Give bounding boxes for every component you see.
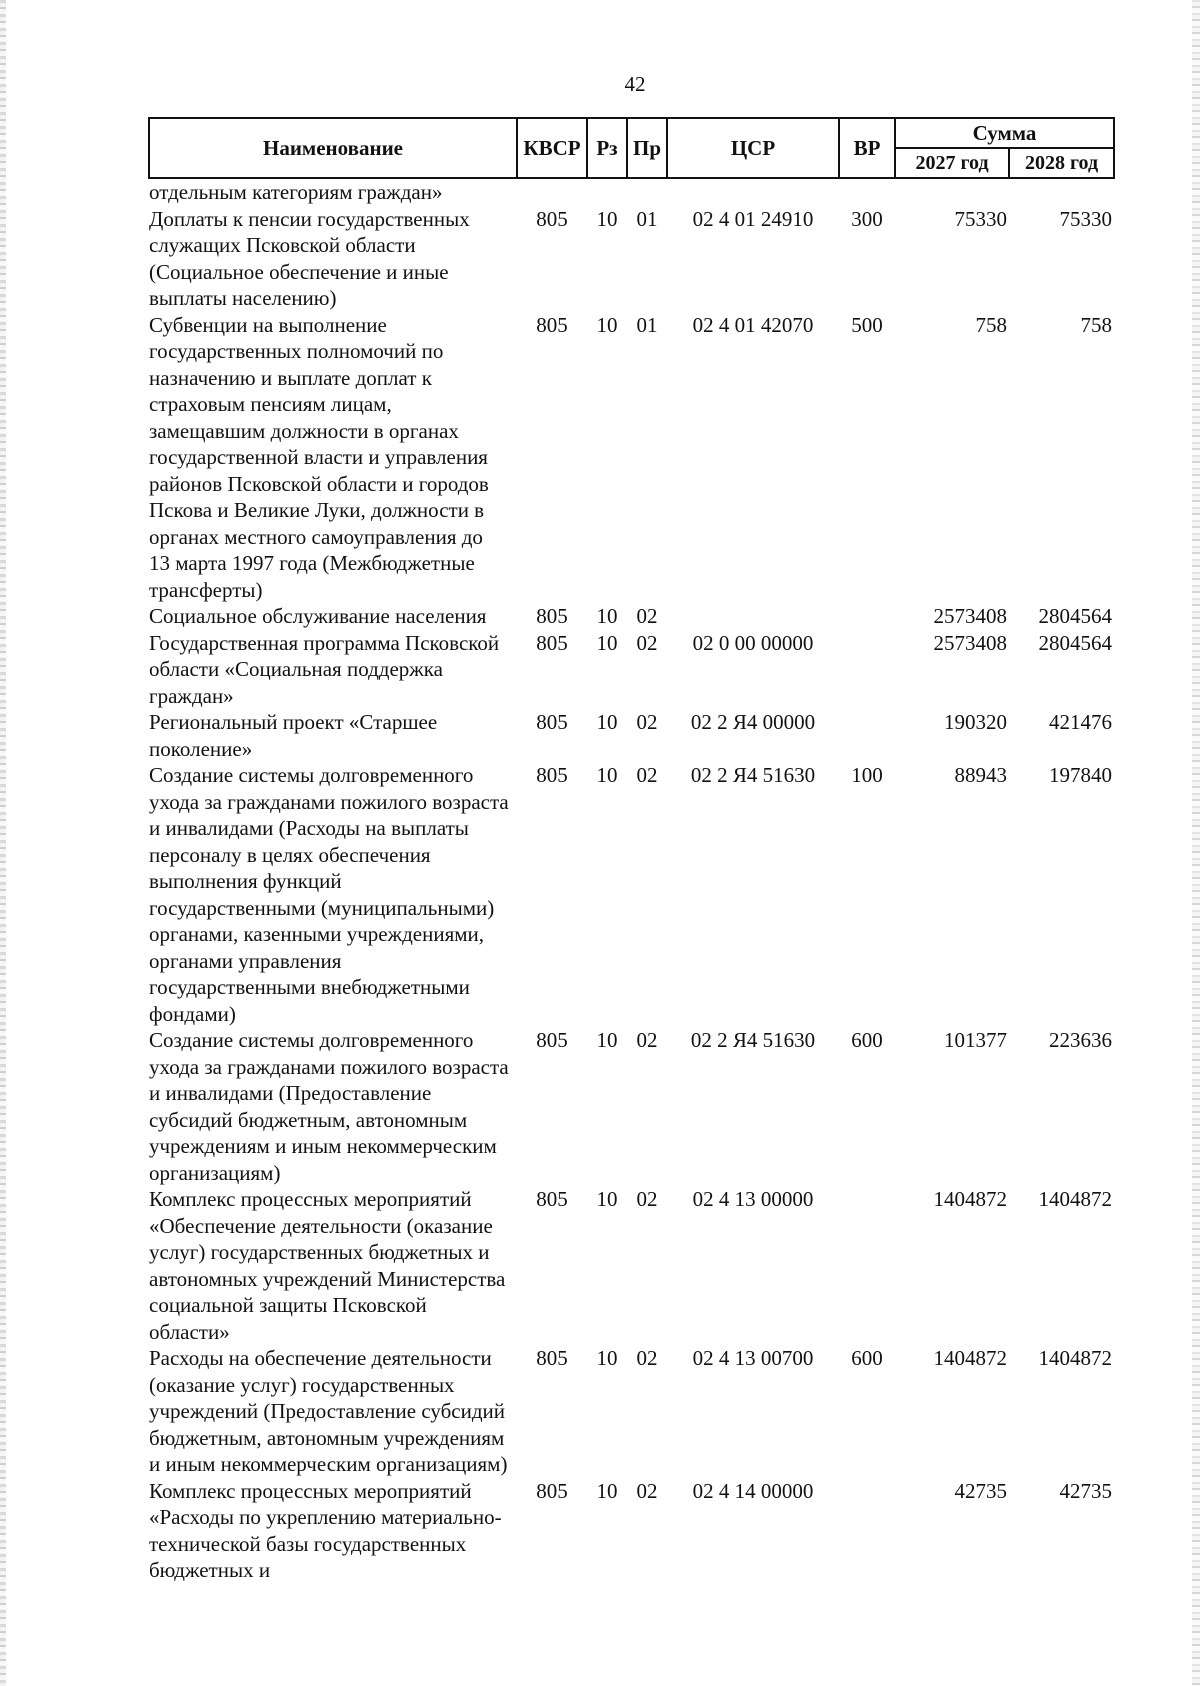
cell-csr: 02 4 01 42070 xyxy=(692,312,814,337)
cell-name: Комплекс процессных мероприятий «Расходы по укреплению материально-технической базы государственных бюджетных и xyxy=(149,1478,502,1582)
cell-sum-2027: 1404872 xyxy=(933,1187,1007,1211)
cell-sum-2028 xyxy=(1009,178,1114,206)
header-year-2027: 2027 год xyxy=(895,148,1009,178)
table-row xyxy=(149,1345,1114,1478)
cell-kvsr xyxy=(517,178,587,206)
header-name: Наименование xyxy=(149,118,517,178)
table-row xyxy=(149,206,1114,312)
cell-sum-2028: 758 xyxy=(1080,312,1112,337)
header-pr: Пр xyxy=(627,118,667,178)
cell-vr: 500 xyxy=(851,312,883,337)
header-sum: Сумма xyxy=(895,118,1114,148)
cell-sum-2028: 223636 xyxy=(1049,1028,1112,1052)
cell-sum-2028: 2804564 xyxy=(1038,630,1112,655)
cell-csr: 02 2 Я4 00000 xyxy=(690,710,816,734)
cell-kvsr: 805 xyxy=(536,1187,568,1211)
page-number: 42 xyxy=(624,72,646,96)
cell-rz: 10 xyxy=(596,1028,618,1052)
cell-kvsr: 805 xyxy=(536,604,568,628)
cell-name: Расходы на обеспечение деятельности (оказание услуг) государственных учреждений (Предоставление субсидий бюджетным, автономным учреждениям и иным некоммерческим организациям) xyxy=(149,1346,508,1476)
table-body xyxy=(149,178,1114,1584)
cell-sum-2027: 75330 xyxy=(954,206,1007,231)
cell-sum-2027: 101377 xyxy=(944,1028,1007,1052)
cell-pr: 02 xyxy=(636,763,658,787)
cell-csr xyxy=(667,178,839,206)
cell-pr: 01 xyxy=(636,206,658,231)
cell-vr: 100 xyxy=(851,763,883,787)
cell-kvsr: 805 xyxy=(536,630,568,655)
cell-vr: 300 xyxy=(851,206,883,231)
table-row xyxy=(149,603,1114,630)
cell-kvsr: 805 xyxy=(536,206,568,231)
table-row xyxy=(149,1027,1114,1186)
cell-vr xyxy=(839,1478,895,1584)
cell-name: Создание системы долговременного ухода за гражданами пожилого возраста и инвалидами (Предоставление субсидий бюджетным, автономным учреждениям и иным некоммерческим организациям) xyxy=(149,1028,509,1185)
cell-kvsr: 805 xyxy=(536,763,568,787)
cell-name: Комплекс процессных мероприятий «Обеспечение деятельности (оказание услуг) государственных бюджетных и автономных учреждений Министерства социальной защиты Псковской области» xyxy=(149,1187,506,1344)
cell-kvsr: 805 xyxy=(536,710,568,734)
header-vr: ВР xyxy=(839,118,895,178)
cell-vr xyxy=(839,630,895,710)
cell-name: Создание системы долговременного ухода за гражданами пожилого возраста и инвалидами (Расходы на выплаты персоналу в целях обеспечения выполнения функций государственными (муниципальными) органами, казенными учреждениями, органами управления государственными внебюджетными фондами) xyxy=(149,763,509,1026)
header-kvsr: КВСР xyxy=(517,118,587,178)
cell-sum-2028: 75330 xyxy=(1059,206,1112,231)
cell-pr: 01 xyxy=(636,312,658,337)
cell-rz: 10 xyxy=(596,1346,618,1370)
cell-pr xyxy=(627,178,667,206)
cell-sum-2028: 2804564 xyxy=(1038,604,1112,628)
cell-rz: 10 xyxy=(596,1187,618,1211)
cell-kvsr: 805 xyxy=(536,312,568,337)
scan-edge-left xyxy=(0,0,6,1686)
cell-csr: 02 4 13 00700 xyxy=(692,1346,814,1370)
table-row xyxy=(149,1186,1114,1345)
cell-kvsr: 805 xyxy=(536,1478,568,1503)
table-row xyxy=(149,312,1114,604)
cell-kvsr: 805 xyxy=(536,1346,568,1370)
cell-rz: 10 xyxy=(596,206,618,231)
cell-sum-2027: 42735 xyxy=(954,1478,1007,1503)
table-row xyxy=(149,178,1114,206)
cell-vr xyxy=(839,178,895,206)
table-row xyxy=(149,1478,1114,1584)
cell-rz: 10 xyxy=(596,630,618,655)
header-year-2028: 2028 год xyxy=(1009,148,1114,178)
cell-name: отдельным категориям граждан» xyxy=(149,180,443,204)
cell-csr: 02 0 00 00000 xyxy=(692,630,814,655)
cell-name: Субвенции на выполнение государственных полномочий по назначению и выплате доплат к страховым пенсиям лицам, замещавшим должности в органах государственной власти и управления районов Псковской области и городов Пскова и Великие Луки, должности в органах местного самоуправления до 13 марта 1997 года (Межбюджетные трансферты) xyxy=(149,312,489,602)
cell-kvsr: 805 xyxy=(536,1028,568,1052)
cell-name: Государственная программа Псковской области «Социальная поддержка граждан» xyxy=(149,630,500,708)
cell-sum-2028: 1404872 xyxy=(1038,1346,1112,1370)
budget-table-sheet xyxy=(148,117,1113,1584)
header-csr: ЦСР xyxy=(667,118,839,178)
cell-rz: 10 xyxy=(596,604,618,628)
table-row xyxy=(149,762,1114,1027)
table-row xyxy=(149,709,1114,762)
cell-pr: 02 xyxy=(636,604,658,628)
cell-vr xyxy=(839,603,895,630)
cell-pr: 02 xyxy=(636,1478,658,1503)
cell-csr xyxy=(667,603,839,630)
cell-pr: 02 xyxy=(636,710,658,734)
cell-csr: 02 2 Я4 51630 xyxy=(690,763,816,787)
cell-sum-2028: 421476 xyxy=(1049,710,1112,734)
cell-sum-2028: 197840 xyxy=(1049,763,1112,787)
cell-name: Социальное обслуживание населения xyxy=(149,604,487,628)
cell-sum-2027 xyxy=(895,178,1009,206)
table-row xyxy=(149,630,1114,710)
cell-sum-2027: 1404872 xyxy=(933,1346,1007,1370)
cell-sum-2027: 190320 xyxy=(944,710,1007,734)
cell-rz: 10 xyxy=(596,763,618,787)
cell-pr: 02 xyxy=(636,1187,658,1211)
cell-sum-2027: 2573408 xyxy=(933,604,1007,628)
cell-csr: 02 4 01 24910 xyxy=(692,206,814,231)
header-rz: Рз xyxy=(587,118,627,178)
cell-vr xyxy=(839,1186,895,1345)
cell-pr: 02 xyxy=(636,630,658,655)
cell-name: Региональный проект «Старшее поколение» xyxy=(149,710,438,761)
cell-csr: 02 2 Я4 51630 xyxy=(690,1028,816,1052)
cell-csr: 02 4 14 00000 xyxy=(692,1478,814,1503)
cell-rz xyxy=(587,178,627,206)
cell-csr: 02 4 13 00000 xyxy=(692,1187,814,1211)
cell-sum-2028: 42735 xyxy=(1059,1478,1112,1503)
cell-sum-2027: 2573408 xyxy=(933,630,1007,655)
cell-sum-2027: 88943 xyxy=(954,763,1007,787)
cell-rz: 10 xyxy=(596,312,618,337)
table-header xyxy=(149,118,1114,178)
cell-sum-2027: 758 xyxy=(975,312,1007,337)
budget-table xyxy=(148,117,1115,1584)
cell-rz: 10 xyxy=(596,710,618,734)
cell-rz: 10 xyxy=(596,1478,618,1503)
scan-edge-right xyxy=(1192,0,1200,1686)
cell-name: Доплаты к пенсии государственных служащих Псковской области (Социальное обеспечение и иные выплаты населению) xyxy=(149,206,470,310)
cell-vr: 600 xyxy=(851,1346,883,1370)
cell-vr: 600 xyxy=(851,1028,883,1052)
cell-vr xyxy=(839,709,895,762)
cell-sum-2028: 1404872 xyxy=(1038,1187,1112,1211)
cell-pr: 02 xyxy=(636,1346,658,1370)
cell-pr: 02 xyxy=(636,1028,658,1052)
